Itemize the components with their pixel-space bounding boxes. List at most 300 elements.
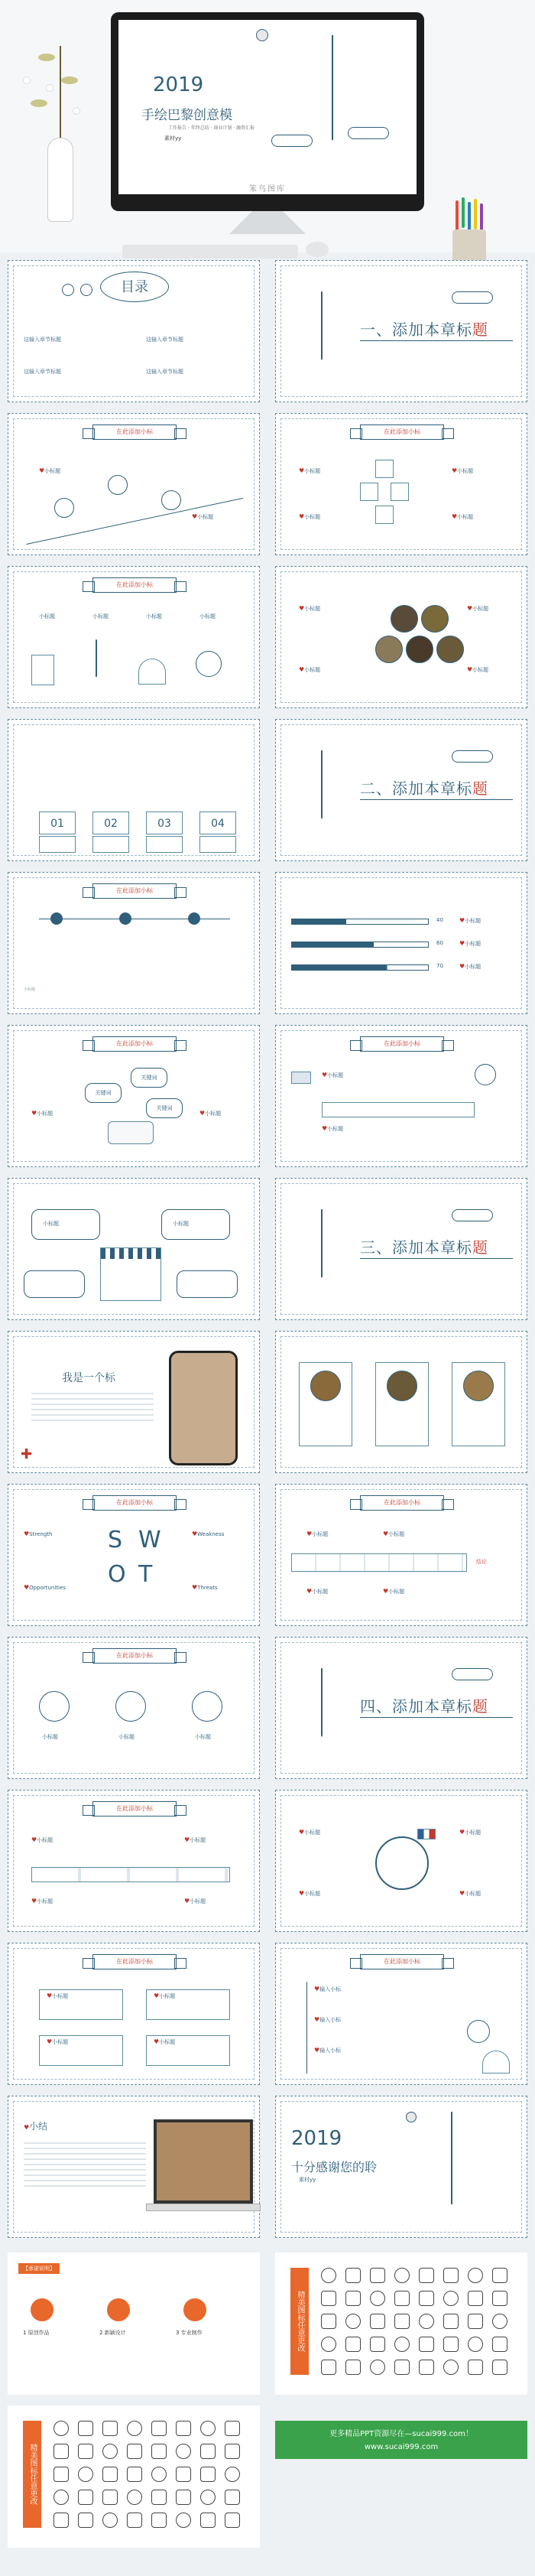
subheading: ♥小标题 bbox=[154, 1992, 176, 1999]
cloud-icon bbox=[452, 1668, 493, 1680]
text-card bbox=[92, 836, 129, 853]
progress-bar bbox=[291, 964, 429, 971]
line-icon bbox=[321, 2314, 336, 2329]
pencil-decoration bbox=[462, 197, 465, 228]
keyword-bubble: 关键词 bbox=[85, 1083, 122, 1103]
line-icon bbox=[127, 2513, 142, 2528]
slide-banner: 在此添加小标 bbox=[92, 1648, 177, 1664]
slide-banner: 在此添加小标 bbox=[92, 1036, 177, 1052]
slide-banner: 在此添加小标 bbox=[360, 1954, 444, 1969]
cloud-icon bbox=[452, 291, 493, 304]
gear-icon bbox=[39, 1691, 70, 1722]
profile-card bbox=[452, 1362, 505, 1446]
subheading: 小标题 bbox=[92, 613, 109, 620]
subheading: 小标题 bbox=[43, 1221, 59, 1227]
conclusion-label: 结论 bbox=[476, 1559, 487, 1565]
line-icon bbox=[78, 2490, 93, 2505]
line-icon bbox=[468, 2337, 483, 2352]
toc-item: 这输入章节标题 bbox=[146, 369, 183, 375]
slide-content bbox=[275, 566, 527, 708]
subheading: ♥小标题 bbox=[184, 1836, 206, 1843]
cloud-bubble bbox=[177, 1270, 238, 1298]
slide-content bbox=[8, 1637, 260, 1779]
subheading: 小标题 bbox=[199, 613, 216, 620]
photo-hex bbox=[421, 605, 449, 633]
swot-letter: O bbox=[108, 1561, 126, 1588]
cloud-bubble bbox=[31, 1209, 100, 1240]
chapter-accent: 题 bbox=[472, 320, 488, 339]
slide-content bbox=[275, 1484, 527, 1626]
slide-banner: 在此添加小标 bbox=[360, 424, 444, 440]
text-block bbox=[31, 1393, 154, 1423]
line-icon bbox=[54, 2467, 69, 2482]
camera-icon bbox=[291, 1072, 311, 1084]
line-icon bbox=[151, 2490, 167, 2505]
input-label: ♥输入小标 bbox=[314, 2047, 342, 2054]
chapter-accent: 题 bbox=[472, 1238, 488, 1257]
flower-decoration bbox=[23, 76, 31, 84]
phone-icon bbox=[54, 498, 74, 518]
line-icon bbox=[394, 2360, 410, 2375]
arc-icon bbox=[482, 2051, 510, 2073]
subheading: ♥小标题 bbox=[306, 1530, 329, 1537]
subheading: ♥小标题 bbox=[299, 1890, 321, 1897]
laptop-base bbox=[146, 2204, 261, 2211]
subheading: ♥小标题 bbox=[299, 666, 321, 673]
profile-card bbox=[375, 1362, 429, 1446]
subheading: ♥小标题 bbox=[199, 1110, 222, 1117]
line-icon bbox=[345, 2360, 361, 2375]
subheading: ♥小标题 bbox=[459, 1829, 481, 1836]
hero-author: 素材yy bbox=[164, 135, 182, 141]
line-icon bbox=[370, 2314, 385, 2329]
slide-content bbox=[8, 413, 260, 555]
divider bbox=[360, 799, 513, 800]
diamond-box bbox=[360, 483, 378, 501]
arrow-flow bbox=[31, 1867, 230, 1882]
subheading: ♥小标题 bbox=[154, 2038, 176, 2045]
avatar bbox=[310, 1371, 341, 1401]
timeline bbox=[306, 1982, 307, 2073]
node-icon bbox=[188, 912, 200, 925]
subheading: ♥小标题 bbox=[322, 1072, 344, 1078]
slide-end bbox=[275, 2096, 527, 2238]
subheading: ♥小标题 bbox=[47, 2038, 69, 2045]
line-icon bbox=[127, 2421, 142, 2436]
line-icon bbox=[345, 2337, 361, 2352]
flower-decoration bbox=[46, 84, 54, 92]
slide-content bbox=[8, 566, 260, 708]
diamond-box bbox=[375, 460, 394, 478]
bar-value: 40 bbox=[436, 917, 443, 923]
scooter-icon bbox=[375, 1836, 429, 1890]
subheading: ♥小标题 bbox=[459, 1890, 481, 1897]
line-icon bbox=[127, 2467, 142, 2482]
phone-mockup bbox=[169, 1351, 238, 1465]
slide-chapter-2 bbox=[275, 719, 527, 861]
number-card: 02 bbox=[92, 812, 129, 834]
line-icon bbox=[200, 2490, 216, 2505]
line-icon bbox=[443, 2268, 459, 2283]
leaf-decoration bbox=[31, 99, 47, 107]
end-year: 2019 bbox=[291, 2127, 342, 2150]
chapter-title: 四、添加本章标 bbox=[360, 1697, 472, 1716]
windmill-icon bbox=[196, 651, 222, 677]
chapter-title: 一、添加本章标 bbox=[360, 320, 472, 339]
slide-content bbox=[8, 872, 260, 1014]
photo-hex bbox=[391, 605, 418, 633]
cloud-bubble bbox=[24, 1270, 85, 1298]
input-label: ♥输入小标 bbox=[314, 2016, 342, 2023]
line-icon bbox=[54, 2444, 69, 2459]
subheading: ♥小标题 bbox=[467, 666, 489, 673]
line-icon bbox=[225, 2467, 240, 2482]
line-icon bbox=[468, 2291, 483, 2306]
summary-title: ♥小结 bbox=[24, 2121, 48, 2132]
line-icon bbox=[394, 2337, 410, 2352]
promo-line-2: www.sucai999.com bbox=[364, 2443, 439, 2451]
line-icon bbox=[151, 2513, 167, 2528]
line-icon bbox=[321, 2360, 336, 2375]
line-icon bbox=[321, 2291, 336, 2306]
line-icon bbox=[345, 2268, 361, 2283]
cloud-icon bbox=[271, 135, 313, 147]
promo-box bbox=[275, 2421, 527, 2459]
subheading: ♥小标题 bbox=[383, 1588, 405, 1595]
text-box bbox=[322, 1102, 475, 1117]
flag-icon bbox=[417, 1829, 436, 1839]
node-icon bbox=[50, 912, 63, 925]
subheading: ♥小标题 bbox=[467, 605, 489, 612]
bicycle-icon bbox=[80, 284, 92, 296]
subheading: 小标题 bbox=[146, 613, 162, 620]
shop-icon bbox=[100, 1247, 161, 1301]
badge-icon bbox=[31, 2298, 54, 2321]
hero-section bbox=[0, 0, 535, 252]
line-icon bbox=[225, 2421, 240, 2436]
leaf-decoration bbox=[61, 76, 78, 84]
hero-subtitle: 工作报告 · 年终总结 · 商业计划 · 融资汇报 bbox=[168, 125, 255, 131]
subheading: ♥小标题 bbox=[31, 1836, 54, 1843]
subheading: ♥小标题 bbox=[452, 513, 474, 520]
swot-letter: W bbox=[138, 1527, 161, 1553]
line-icon bbox=[419, 2291, 434, 2306]
avatar bbox=[387, 1371, 417, 1401]
line-icon bbox=[468, 2314, 483, 2329]
line-icon bbox=[151, 2444, 167, 2459]
subheading: ♥小标题 bbox=[184, 1898, 206, 1904]
line-icon bbox=[468, 2360, 483, 2375]
line-icon bbox=[102, 2513, 118, 2528]
line-icon bbox=[370, 2360, 385, 2375]
line-icon bbox=[443, 2360, 459, 2375]
promo-banner bbox=[275, 2405, 527, 2548]
brand-caption: 笨鸟图库 bbox=[249, 185, 286, 194]
line-icon bbox=[492, 2291, 507, 2306]
line-icon bbox=[176, 2513, 191, 2528]
subheading: ♥小标题 bbox=[322, 1125, 344, 1132]
pencil-decoration bbox=[456, 200, 459, 231]
eiffel-tower-icon bbox=[310, 35, 355, 165]
line-icon bbox=[492, 2268, 507, 2283]
slide-content bbox=[8, 1943, 260, 2085]
toc-item: 这输入章节标题 bbox=[24, 369, 61, 375]
line-icon bbox=[102, 2467, 118, 2482]
balloon-icon bbox=[406, 2112, 417, 2122]
icons-panel bbox=[275, 2252, 527, 2395]
number-card: 01 bbox=[39, 812, 76, 834]
divider bbox=[360, 1717, 513, 1718]
slide-chapter-4 bbox=[275, 1637, 527, 1779]
line-icon bbox=[443, 2291, 459, 2306]
line-icon bbox=[345, 2314, 361, 2329]
photo-hex bbox=[375, 636, 403, 663]
slide-content bbox=[8, 1331, 260, 1473]
subheading: 小标题 bbox=[173, 1221, 189, 1227]
promo-line-1: 更多精品PPT资源尽在—sucai999.com！ bbox=[329, 2430, 473, 2438]
pencil-decoration bbox=[474, 199, 477, 229]
leaf-decoration bbox=[38, 54, 55, 61]
text-block bbox=[24, 2142, 146, 2188]
input-label: ♥输入小标 bbox=[314, 1986, 342, 1992]
number-card: 03 bbox=[146, 812, 183, 834]
bar-value: 70 bbox=[436, 963, 443, 969]
process-strip bbox=[291, 1553, 467, 1572]
diamond-box bbox=[391, 483, 409, 501]
person-icon bbox=[475, 1064, 496, 1085]
line-icon bbox=[443, 2314, 459, 2329]
line-icon bbox=[78, 2444, 93, 2459]
slide-content bbox=[275, 872, 527, 1014]
hero-year: 2019 bbox=[153, 73, 204, 96]
slide-content bbox=[275, 413, 527, 555]
badge-icon bbox=[107, 2298, 130, 2321]
line-icon bbox=[176, 2421, 191, 2436]
diamond-box bbox=[375, 506, 394, 524]
line-icon bbox=[321, 2268, 336, 2283]
slide-summary bbox=[8, 2096, 260, 2238]
keyboard bbox=[122, 245, 298, 259]
line-icon bbox=[200, 2444, 216, 2459]
subheading: ♥小标题 bbox=[306, 1588, 329, 1595]
chapter-accent: 题 bbox=[472, 1697, 488, 1716]
slide-content bbox=[275, 1025, 527, 1167]
line-icon bbox=[394, 2291, 410, 2306]
windmill-icon bbox=[467, 2020, 490, 2043]
subheading: ♥小标题 bbox=[459, 940, 481, 947]
profile-card bbox=[299, 1362, 352, 1446]
line-icon bbox=[419, 2268, 434, 2283]
gear-icon bbox=[115, 1691, 146, 1722]
slide-banner: 在此添加小标 bbox=[92, 1495, 177, 1511]
slide-banner: 在此添加小标 bbox=[92, 1954, 177, 1969]
line-icon bbox=[127, 2444, 142, 2459]
laptop-screen bbox=[154, 2119, 253, 2204]
mouse bbox=[306, 242, 329, 257]
chapter-accent: 题 bbox=[472, 779, 488, 798]
subheading: ♥小标题 bbox=[452, 467, 474, 474]
slide-banner: 在此添加小标 bbox=[360, 1036, 444, 1052]
me-title: 我是一个标 bbox=[62, 1372, 115, 1384]
subheading: 小标题 bbox=[118, 1734, 135, 1740]
pencil-decoration bbox=[468, 202, 471, 233]
slide-content bbox=[8, 1790, 260, 1932]
line-icon bbox=[370, 2337, 385, 2352]
slide-content bbox=[275, 1790, 527, 1932]
line-icon bbox=[176, 2444, 191, 2459]
divider bbox=[360, 1258, 513, 1259]
line-icon bbox=[102, 2421, 118, 2436]
arc-icon bbox=[138, 659, 166, 685]
line-icon bbox=[394, 2314, 410, 2329]
subheading: ♥小标题 bbox=[459, 917, 481, 924]
subheading: 小标题 bbox=[195, 1734, 211, 1740]
cloud-icon bbox=[452, 1209, 493, 1221]
branch-decoration bbox=[60, 46, 61, 145]
line-icon bbox=[54, 2421, 69, 2436]
line-icon bbox=[200, 2421, 216, 2436]
cloud-icon bbox=[348, 127, 389, 139]
subheading: ♥小标题 bbox=[192, 513, 214, 520]
line-icon bbox=[102, 2490, 118, 2505]
pencil-cup bbox=[452, 229, 486, 264]
slide-banner: 在此添加小标 bbox=[92, 883, 177, 899]
photo-hex bbox=[436, 636, 464, 663]
subheading: ♥小标题 bbox=[383, 1530, 405, 1537]
slide-banner: 在此添加小标 bbox=[92, 1801, 177, 1817]
line-icon bbox=[200, 2513, 216, 2528]
chapter-title: 三、添加本章标 bbox=[360, 1238, 472, 1257]
line-icon bbox=[443, 2337, 459, 2352]
toc-item: 这输入章节标题 bbox=[24, 337, 61, 343]
keyword-bubble: 关键词 bbox=[131, 1068, 167, 1088]
line-icon bbox=[54, 2490, 69, 2505]
line-icon bbox=[225, 2444, 240, 2459]
subheading: 小标题 bbox=[39, 613, 55, 620]
slide-content bbox=[275, 1943, 527, 2085]
line-icon bbox=[419, 2360, 434, 2375]
slide-content bbox=[8, 719, 260, 861]
slide-content bbox=[8, 1025, 260, 1167]
line-icon bbox=[345, 2291, 361, 2306]
monitor bbox=[111, 12, 424, 211]
line-icon bbox=[468, 2268, 483, 2283]
subheading: 小标题 bbox=[42, 1734, 58, 1740]
keyword-bubble: 关键词 bbox=[146, 1098, 183, 1118]
subheading: 小标题 bbox=[24, 987, 36, 992]
slide-content bbox=[8, 1178, 260, 1320]
line-icon bbox=[225, 2513, 240, 2528]
slide-banner: 在此添加小标 bbox=[92, 577, 177, 593]
monitor-screen bbox=[118, 20, 417, 194]
subheading: ♥小标题 bbox=[47, 1992, 69, 1999]
slide-banner: 在此添加小标 bbox=[92, 424, 177, 440]
slide-toc bbox=[8, 260, 260, 402]
icons-panel bbox=[8, 2405, 260, 2548]
icons-banner: 精美图标任意更改 bbox=[290, 2268, 309, 2375]
link-icon bbox=[108, 475, 128, 495]
promise-item: 2 新颖设计 bbox=[99, 2330, 126, 2336]
gear-icon bbox=[192, 1691, 222, 1722]
end-title: 十分感谢您的聆 bbox=[291, 2160, 378, 2174]
progress-bar bbox=[291, 919, 429, 925]
subheading: ♥小标题 bbox=[31, 1898, 54, 1904]
number-card: 04 bbox=[199, 812, 236, 834]
cheese-icon bbox=[108, 1121, 154, 1144]
line-icon bbox=[54, 2513, 69, 2528]
subheading: ♥小标题 bbox=[299, 513, 321, 520]
line-icon bbox=[492, 2337, 507, 2352]
monitor-stand bbox=[229, 211, 306, 234]
text-card bbox=[146, 836, 183, 853]
line-icon bbox=[78, 2421, 93, 2436]
chapter-title: 二、添加本章标 bbox=[360, 779, 472, 798]
subheading: ♥小标题 bbox=[299, 467, 321, 474]
badge-icon bbox=[183, 2298, 206, 2321]
promise-item: 3 专业制作 bbox=[176, 2330, 203, 2336]
slide-swot bbox=[8, 1484, 260, 1626]
swot-label: ♥Opportunities bbox=[24, 1584, 66, 1591]
promise-item: 1 原创作品 bbox=[23, 2330, 50, 2336]
text-card bbox=[199, 836, 236, 853]
subheading: ♥小标题 bbox=[31, 1110, 54, 1117]
cathedral-icon bbox=[31, 655, 54, 685]
swot-letter: S bbox=[108, 1527, 123, 1553]
swot-label: ♥Weakness bbox=[192, 1530, 225, 1537]
text-card bbox=[39, 836, 76, 853]
line-icon bbox=[176, 2490, 191, 2505]
line-icon bbox=[419, 2337, 434, 2352]
photo-hex bbox=[406, 636, 433, 663]
slide-content bbox=[275, 1331, 527, 1473]
subheading: ♥小标题 bbox=[299, 1829, 321, 1836]
line-icon bbox=[321, 2337, 336, 2352]
flower-decoration bbox=[73, 107, 80, 115]
toc-title: 目录 bbox=[100, 272, 169, 302]
swot-label: ♥Threats bbox=[192, 1584, 218, 1591]
line-icon bbox=[419, 2314, 434, 2329]
vase-image bbox=[47, 138, 73, 222]
line-icon bbox=[102, 2444, 118, 2459]
mail-icon bbox=[161, 490, 181, 510]
slide-chapter-1 bbox=[275, 260, 527, 402]
line-icon bbox=[78, 2467, 93, 2482]
icons-banner: 精美图标任意更改 bbox=[23, 2421, 41, 2528]
promise-title: 【承诺说明】 bbox=[18, 2263, 60, 2274]
line-icon bbox=[492, 2314, 507, 2329]
progress-bar bbox=[291, 942, 429, 948]
plus-icon: ✚ bbox=[21, 1446, 33, 1462]
cloud-bubble bbox=[161, 1209, 230, 1240]
bicycle-icon bbox=[62, 284, 74, 296]
line-icon bbox=[151, 2421, 167, 2436]
divider bbox=[360, 340, 513, 341]
avatar bbox=[463, 1371, 494, 1401]
subheading: ♥小标题 bbox=[459, 963, 481, 970]
line-icon bbox=[176, 2467, 191, 2482]
bar-value: 60 bbox=[436, 940, 443, 946]
swot-letter: T bbox=[138, 1561, 153, 1588]
end-author: 素材yy bbox=[299, 2177, 316, 2183]
hero-title: 手绘巴黎创意模 bbox=[141, 108, 232, 123]
line-icon bbox=[127, 2490, 142, 2505]
slide-banner: 在此添加小标 bbox=[360, 1495, 444, 1511]
subheading: ♥小标题 bbox=[299, 605, 321, 612]
balloon-icon bbox=[256, 29, 268, 41]
node-icon bbox=[119, 912, 131, 925]
line-icon bbox=[370, 2291, 385, 2306]
toc-item: 这输入章节标题 bbox=[146, 337, 183, 343]
